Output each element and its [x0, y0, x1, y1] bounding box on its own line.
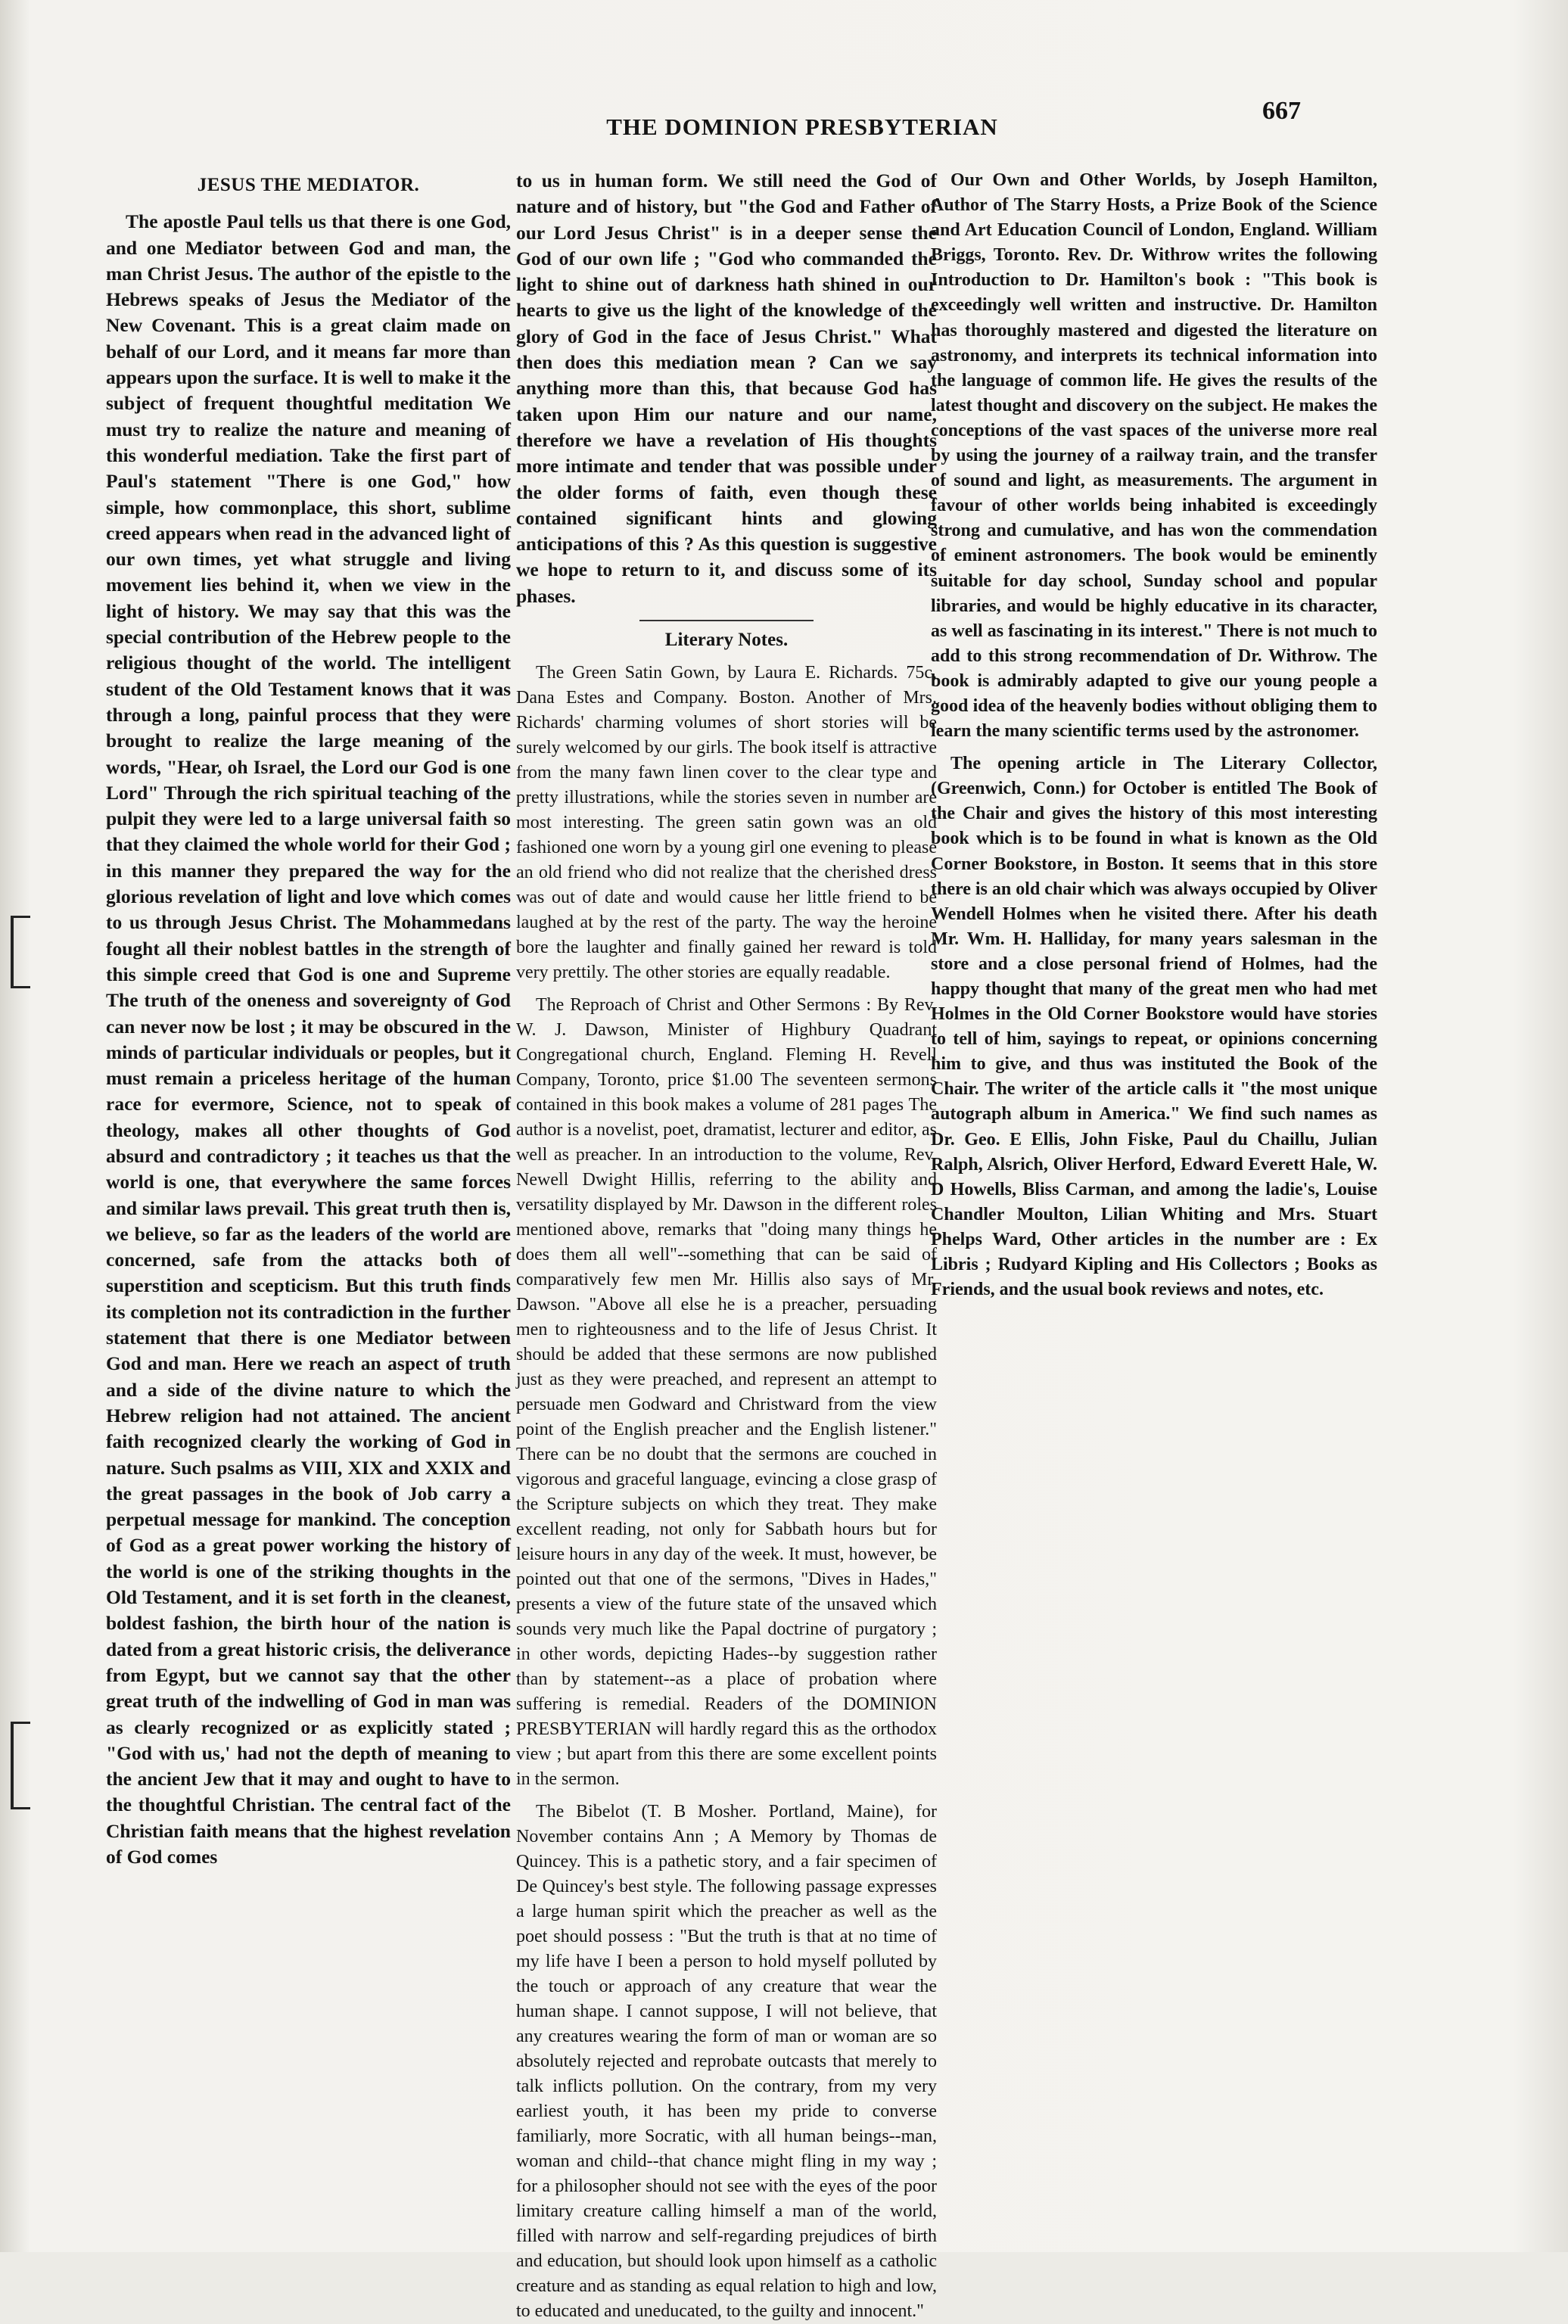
article-body-part-1: The apostle Paul tells us that there is one God, and one Mediator between God and man, the man Christ Jesus. The author of the epistle to the Hebrews speaks of Jesus the Mediator of the New Covenant. This is a great claim made on behalf of our Lord, and it means far more than appears upon the surface. It is well to make it the subject of frequent thoughtful meditation We must try to realize the nature and meaning of this wonderful mediation. Take the first part of Paul's statement "There is one God," how simple, how commonplace, this short, sublime creed appears when read in the advanced light of our own times, yet what struggle and living movement lies behind it, when we view in the light of history. We may say that this was the special contribution of the Hebrew people to the religious thought of the world. The intelligent student of the Old Testament knows that it was through a long, painful process that they were brought to realize the large meaning of the words, "Hear, oh Israel, the Lord our God is one Lord" Through the rich spiritual teaching of the pulpit they were led to a large universal faith so that they claimed the whole world for their God ; in this manner they prepared the way for the glorious revelation of light and love which comes to us through Jesus Christ. The Mohammedans fought all their noblest battles in the strength of this simple creed that God is one and Supreme The truth of the oneness and sovereignty of God can never now be lost ; it may be obscured in the minds of particular individuals or peoples, but it must remain a priceless heritage of the human race for evermore, Science, not to speak of theology, makes all other thoughts of God absurd and contradictory ; it teaches us that the world is one, that everywhere the same forces and similar laws prevail. This great truth then is, we believe, so far as the leaders of the world are concerned, safe from the attacks both of superstition and scepticism. But this truth finds its completion not its contradiction in the further statement that there is one Mediator between God and man. Here we reach an aspect of truth and a side of the divine nature to which the Hebrew religion had not attained. The ancient faith recognized clearly the working of God in nature. Such psalms as VIII, XIX and XXIX and the great passages in the book of Job carry a perpetual message for mankind. The conception of God as a great power working the history of the world is one of the striking thoughts in the Old Testament, and it is set forth in the cleanest, boldest fashion, the birth hour of the nation is dated from a great historic crisis, the deliverance from Egypt, but we cannot say that the other great truth of the indwelling of God in man was as clearly recognized or as explicitly stated ; "God with us,' had not the depth of meaning to the ancient Jew that it may and ought to have to the thoughtful Christian. The central fact of the Christian faith means that the highest revelation of God comes	[106, 210, 511, 1868]
note-our-own-worlds: Our Own and Other Worlds, by Joseph Hamilton, Author of The Starry Hosts, a Prize Book of the Science and Art Education Council of London, England. William Briggs, Toronto. Rev. Dr. Withrow writes the following Introduction to Dr. Hamilton's book : "This book is exceedingly well written and instructive. Dr. Hamilton has thoroughly mastered and digested the literature on astronomy, and interprets its technical information into the language of common life. He gives the results of the latest thought and discovery on the subject. He makes the conceptions of the vast spaces of the universe more real by using the journey of a railway train, and the transfer of sound and light, as measurements. The argument in favour of other worlds being inhabited is exceedingly strong and cumulative, and has won the commendation of eminent astronomers. The book would be eminently suitable for day school, Sunday school and popular libraries, and would be highly educative in its character, as well as fascinating in its interest." There is not much to add to this strong recommendation of Dr. Withrow. The book is admirably adapted to give our young people a good idea of the heavenly bodies without obliging them to learn the many scientific terms used by the astronomer.	[931, 170, 1377, 742]
binding-clip-mark	[11, 916, 30, 988]
section-divider	[639, 620, 814, 621]
column-2	[516, 168, 937, 2324]
column-1	[106, 168, 511, 1878]
literary-notes-title: Literary Notes.	[664, 630, 789, 651]
running-title: THE DOMINION PRESBYTERIAN	[606, 114, 998, 140]
binding-clip-mark	[11, 1722, 30, 1809]
article-title: JESUS THE MEDIATOR.	[197, 175, 420, 195]
note-bibelot: The Bibelot (T. B Mosher. Portland, Maine), for November contains Ann ; A Memory by Thomas de Quincey. This is a pathetic story, and a fair specimen of De Quincey's best style. The following passage expresses a large human spirit which the preacher as well as the poet should possess : "But the truth is that at no time of my life have I been a person to hold myself polluted by the touch or approach of any creature that wear the human shape. I cannot suppose, I will not believe, that any creatures wearing the form of man or woman are so absolutely rejected and reprobate outcasts that merely to talk inflicts pollution. On the contrary, from my very earliest youth, it has been my pride to converse familiarly, more Socratic, with all human beings--man, woman and child--that chance might fling in my way ; for a philosopher should not see with the eyes of the poor limitary creature calling himself a man of the world, filled with narrow and self-regarding prejudices of birth and education, but should look upon himself as a catholic creature and as standing as equal relation to high and low, to educated and uneducated, to the guilty and innocent."	[516, 1802, 937, 2322]
column-3	[931, 168, 1377, 1310]
article-body-part-2: to us in human form. We still need the God of nature and of history, but "the God and Father of our Lord Jesus Christ" is in a deeper sense the God of our own life ; "God who commanded the light to shine out of darkness hath shined in our hearts to give us the light of the knowledge of the glory of God in the face of Jesus Christ." What then does this mediation mean ? Can we say anything more than this, that because God has taken upon Him our nature and our name, therefore we have a revelation of His thoughts more intimate and tender that was possible under the older forms of faith, even though these contained significant hints and glowing anticipations of this ? As this question is suggestive we hope to return to it, and discuss some of its phases.	[516, 170, 937, 607]
note-reproach-of-christ: The Reproach of Christ and Other Sermons : By Rev. W. J. Dawson, Minister of Highbury Quadrant Congregational church, England. Fleming H. Revell Company, Toronto, price $1.00 The seventeen sermons contained in this book makes a volume of 281 pages The author is a novelist, poet, dramatist, lecturer and editor, as well as preacher. In an introduction to the volume, Rev. Newell Dwight Hillis, referring to the ability and versatility displayed by Mr. Dawson in the different roles mentioned above, remarks that "doing many things he does them all well"--something that can be said of comparatively few men Mr. Hillis also says of Mr. Dawson. "Above all else he is a preacher, persuading men to righteousness and to the life of Jesus Christ. It should be added that these sermons are now published just as they were preached, and represent an attempt to persuade men Godward and Christward from the view point of the English preacher and the English listener." There can be no doubt that the sermons are couched in vigorous and graceful language, evincing a close grasp of the Scripture subjects on which they treat. They make excellent reading, not only for Sabbath hours but for leisure hours in any day of the week. It must, however, be pointed out that one of the sermons, "Dives in Hades," presents a view of the future state of the unsaved which sounds very much like the Papal doctrine of purgatory ; in other words, depicting Hades--by suggestion rather than by statement--as a place of probation where suffering is remedial. Readers of the DOMINION PRESBYTERIAN will hardly regard this as the orthodox view ; but apart from this there are some excellent points in the sermon.	[516, 995, 937, 1790]
note-literary-collector: The opening article in The Literary Collector, (Greenwich, Conn.) for October is entitled The Book of the Chair and gives the history of this most interesting book which is to be found in what is known as the Old Corner Bookstore, in Boston. It seems that in this store there is an old chair which was always occupied by Oliver Wendell Holmes when he visited there. After his death Mr. Wm. H. Halliday, for many years salesman in the store and a close personal friend of Holmes, had the happy thought that many of the great men who had met Holmes in the Old Corner Bookstore would have stories to tell of him, sayings to repeat, or opinions concerning him to give, and thus was instituted the Book of the Chair. The writer of the article calls it "the most unique autograph album in America." We find such names as Dr. Geo. E Ellis, John Fiske, Paul du Chaillu, Julian Ralph, Alsrich, Oliver Herford, Edward Everett Hale, W. D Howells, Bliss Carman, and among the ladie's, Louise Chandler Moulton, Lilian Whiting and Mrs. Stuart Phelps Ward, Other articles in the number are : Ex Libris ; Rudyard Kipling and His Collectors ; Books as Friends, and the usual book reviews and notes, etc.	[931, 754, 1377, 1300]
literary-notes	[516, 627, 937, 2324]
page-number: 667	[1262, 97, 1301, 125]
note-green-satin-gown: The Green Satin Gown, by Laura E. Richards. 75c, Dana Estes and Company. Boston. Another of Mrs. Richards' charming volumes of short stories will be surely welcomed by our girls. The book itself is attractive from the many fawn linen cover to the clear type and pretty illustrations, while the stories seven in number are most interesting. The green satin gown was an old fashioned one worn by a young girl one evening to please an old friend who did not realize that the cherished dress was out of date and would cause her little friend to be laughed at by the rest of the party. The way the heroine bore the laughter and finally gained her reward is told very prettily. The other stories are equally readable.	[516, 663, 937, 983]
